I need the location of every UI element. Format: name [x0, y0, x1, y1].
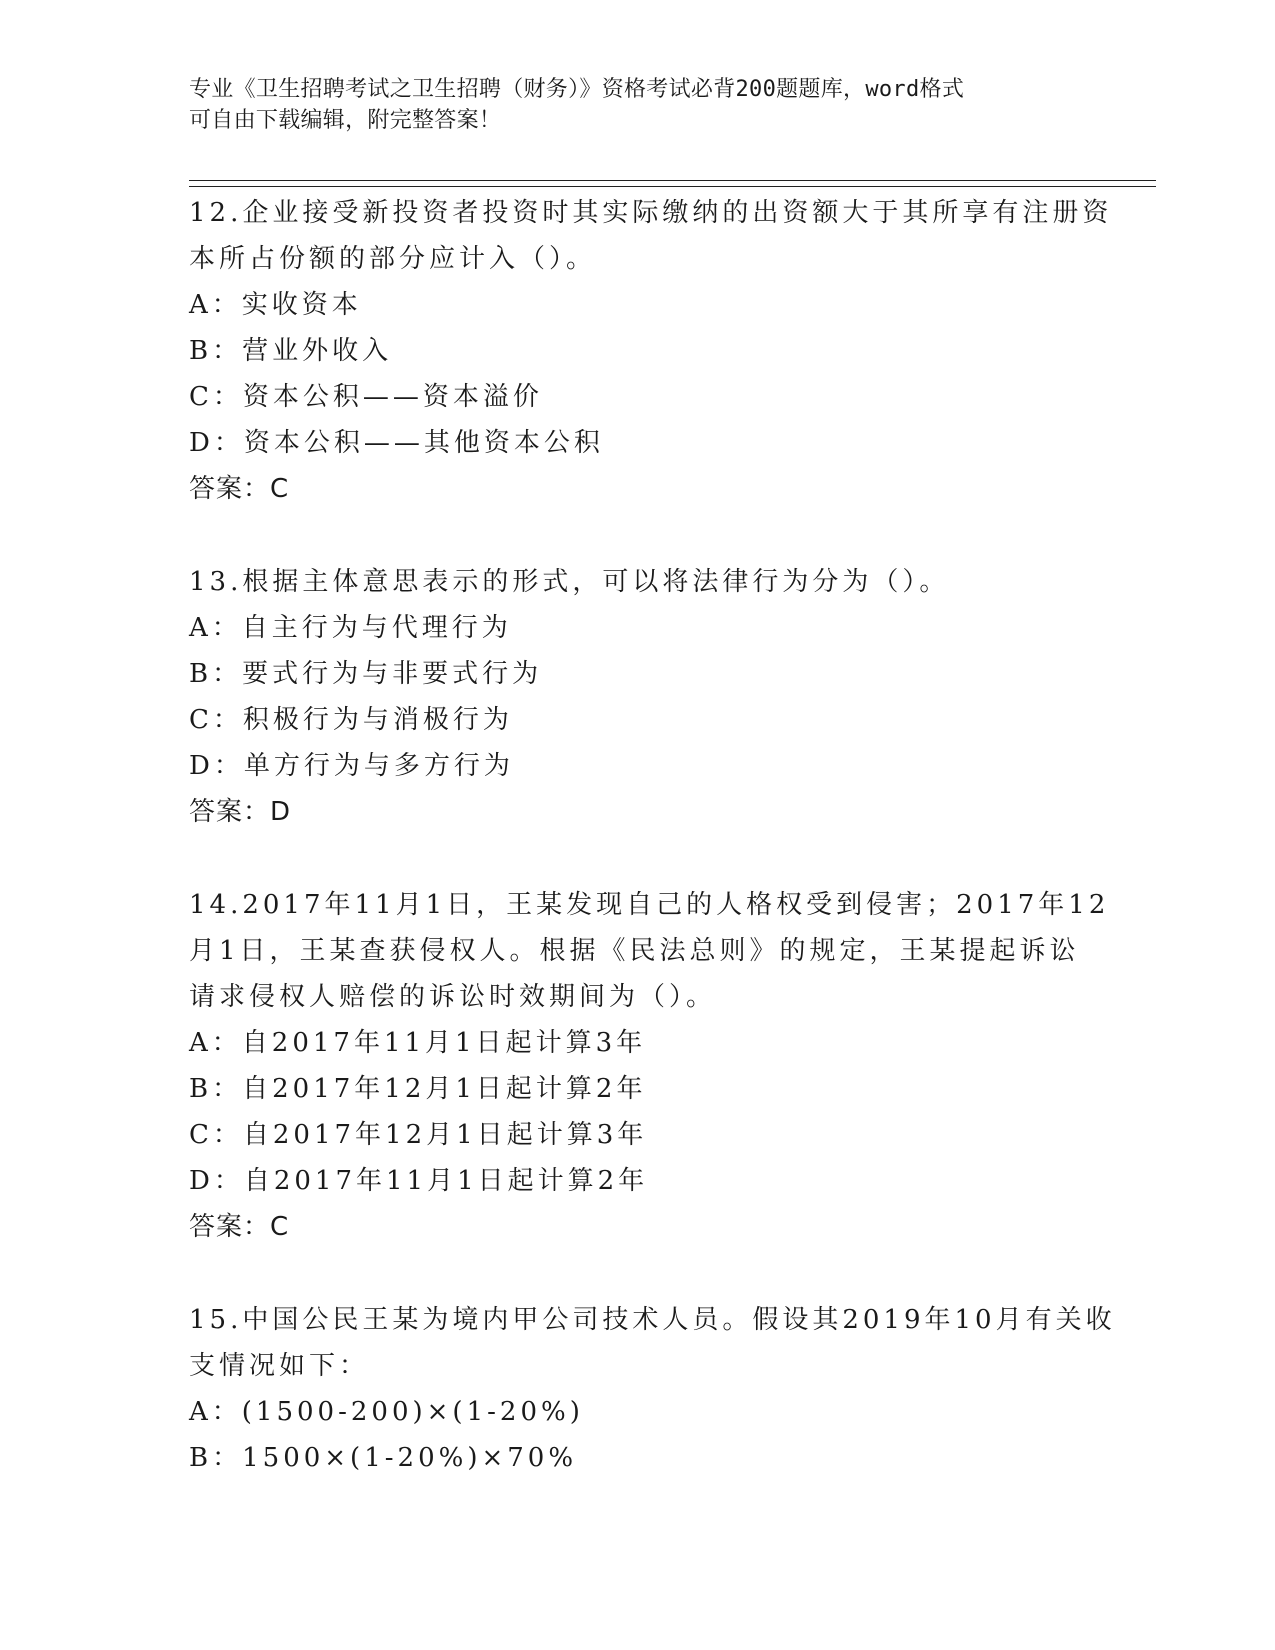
question-stem-line: 请求侵权人赔偿的诉讼时效期间为（）。: [189, 982, 717, 1012]
question-stem-line: 月1日，王某查获侵权人。根据《民法总则》的规定，王某提起诉讼: [189, 936, 1080, 966]
answer-option: C：自2017年12月1日起计算3年: [189, 1120, 648, 1150]
question-block: [189, 882, 1110, 1250]
answer-option: A：自主行为与代理行为: [189, 613, 512, 643]
question-stem-line: 14.2017年11月1日，王某发现自己的人格权受到侵害；2017年12: [189, 890, 1110, 920]
answer-option: A：自2017年11月1日起计算3年: [189, 1028, 647, 1058]
question-block: [189, 1297, 1116, 1481]
question-block: [189, 190, 1113, 512]
question-stem-line: 本所占份额的部分应计入（）。: [189, 244, 597, 274]
header-line-1: 专业《卫生招聘考试之卫生招聘（财务）》资格考试必背200题题库，word格式: [189, 77, 965, 102]
answer-option: D：资本公积——其他资本公积: [189, 428, 604, 458]
answer-option: D：单方行为与多方行为: [189, 751, 514, 781]
answer-option: A：(1500-200)×(1-20%): [189, 1397, 584, 1427]
answer-key: 答案：C: [189, 1212, 290, 1242]
answer-option: B：要式行为与非要式行为: [189, 659, 543, 689]
answer-option: A：实收资本: [189, 290, 362, 320]
question-spacer: [189, 1250, 1089, 1297]
header-divider-top: [189, 180, 1156, 181]
question-stem-line: 15.中国公民王某为境内甲公司技术人员。假设其2019年10月有关收: [189, 1305, 1116, 1335]
answer-option: C：资本公积——资本溢价: [189, 382, 543, 412]
answer-option: B：自2017年12月1日起计算2年: [189, 1074, 647, 1104]
answer-option: D：自2017年11月1日起计算2年: [189, 1166, 649, 1196]
answer-option: C：积极行为与消极行为: [189, 705, 513, 735]
question-block: [189, 559, 1089, 835]
answer-option: B：1500×(1-20%)×70%: [189, 1443, 578, 1473]
answer-key: 答案：D: [189, 797, 292, 827]
header-line-2: 可自由下载编辑，附完整答案！: [189, 108, 502, 133]
question-stem-line: 支情况如下：: [189, 1351, 370, 1381]
document-header: [189, 74, 1089, 136]
question-spacer: [189, 835, 1089, 882]
question-spacer: [189, 512, 1089, 559]
header-divider-bottom: [189, 186, 1156, 187]
question-stem-line: 13.根据主体意思表示的形式，可以将法律行为分为（）。: [189, 567, 950, 597]
answer-key: 答案：C: [189, 474, 290, 504]
answer-option: B：营业外收入: [189, 336, 393, 366]
question-list: [189, 190, 1116, 1481]
question-stem-line: 12.企业接受新投资者投资时其实际缴纳的出资额大于其所享有注册资: [189, 198, 1113, 228]
